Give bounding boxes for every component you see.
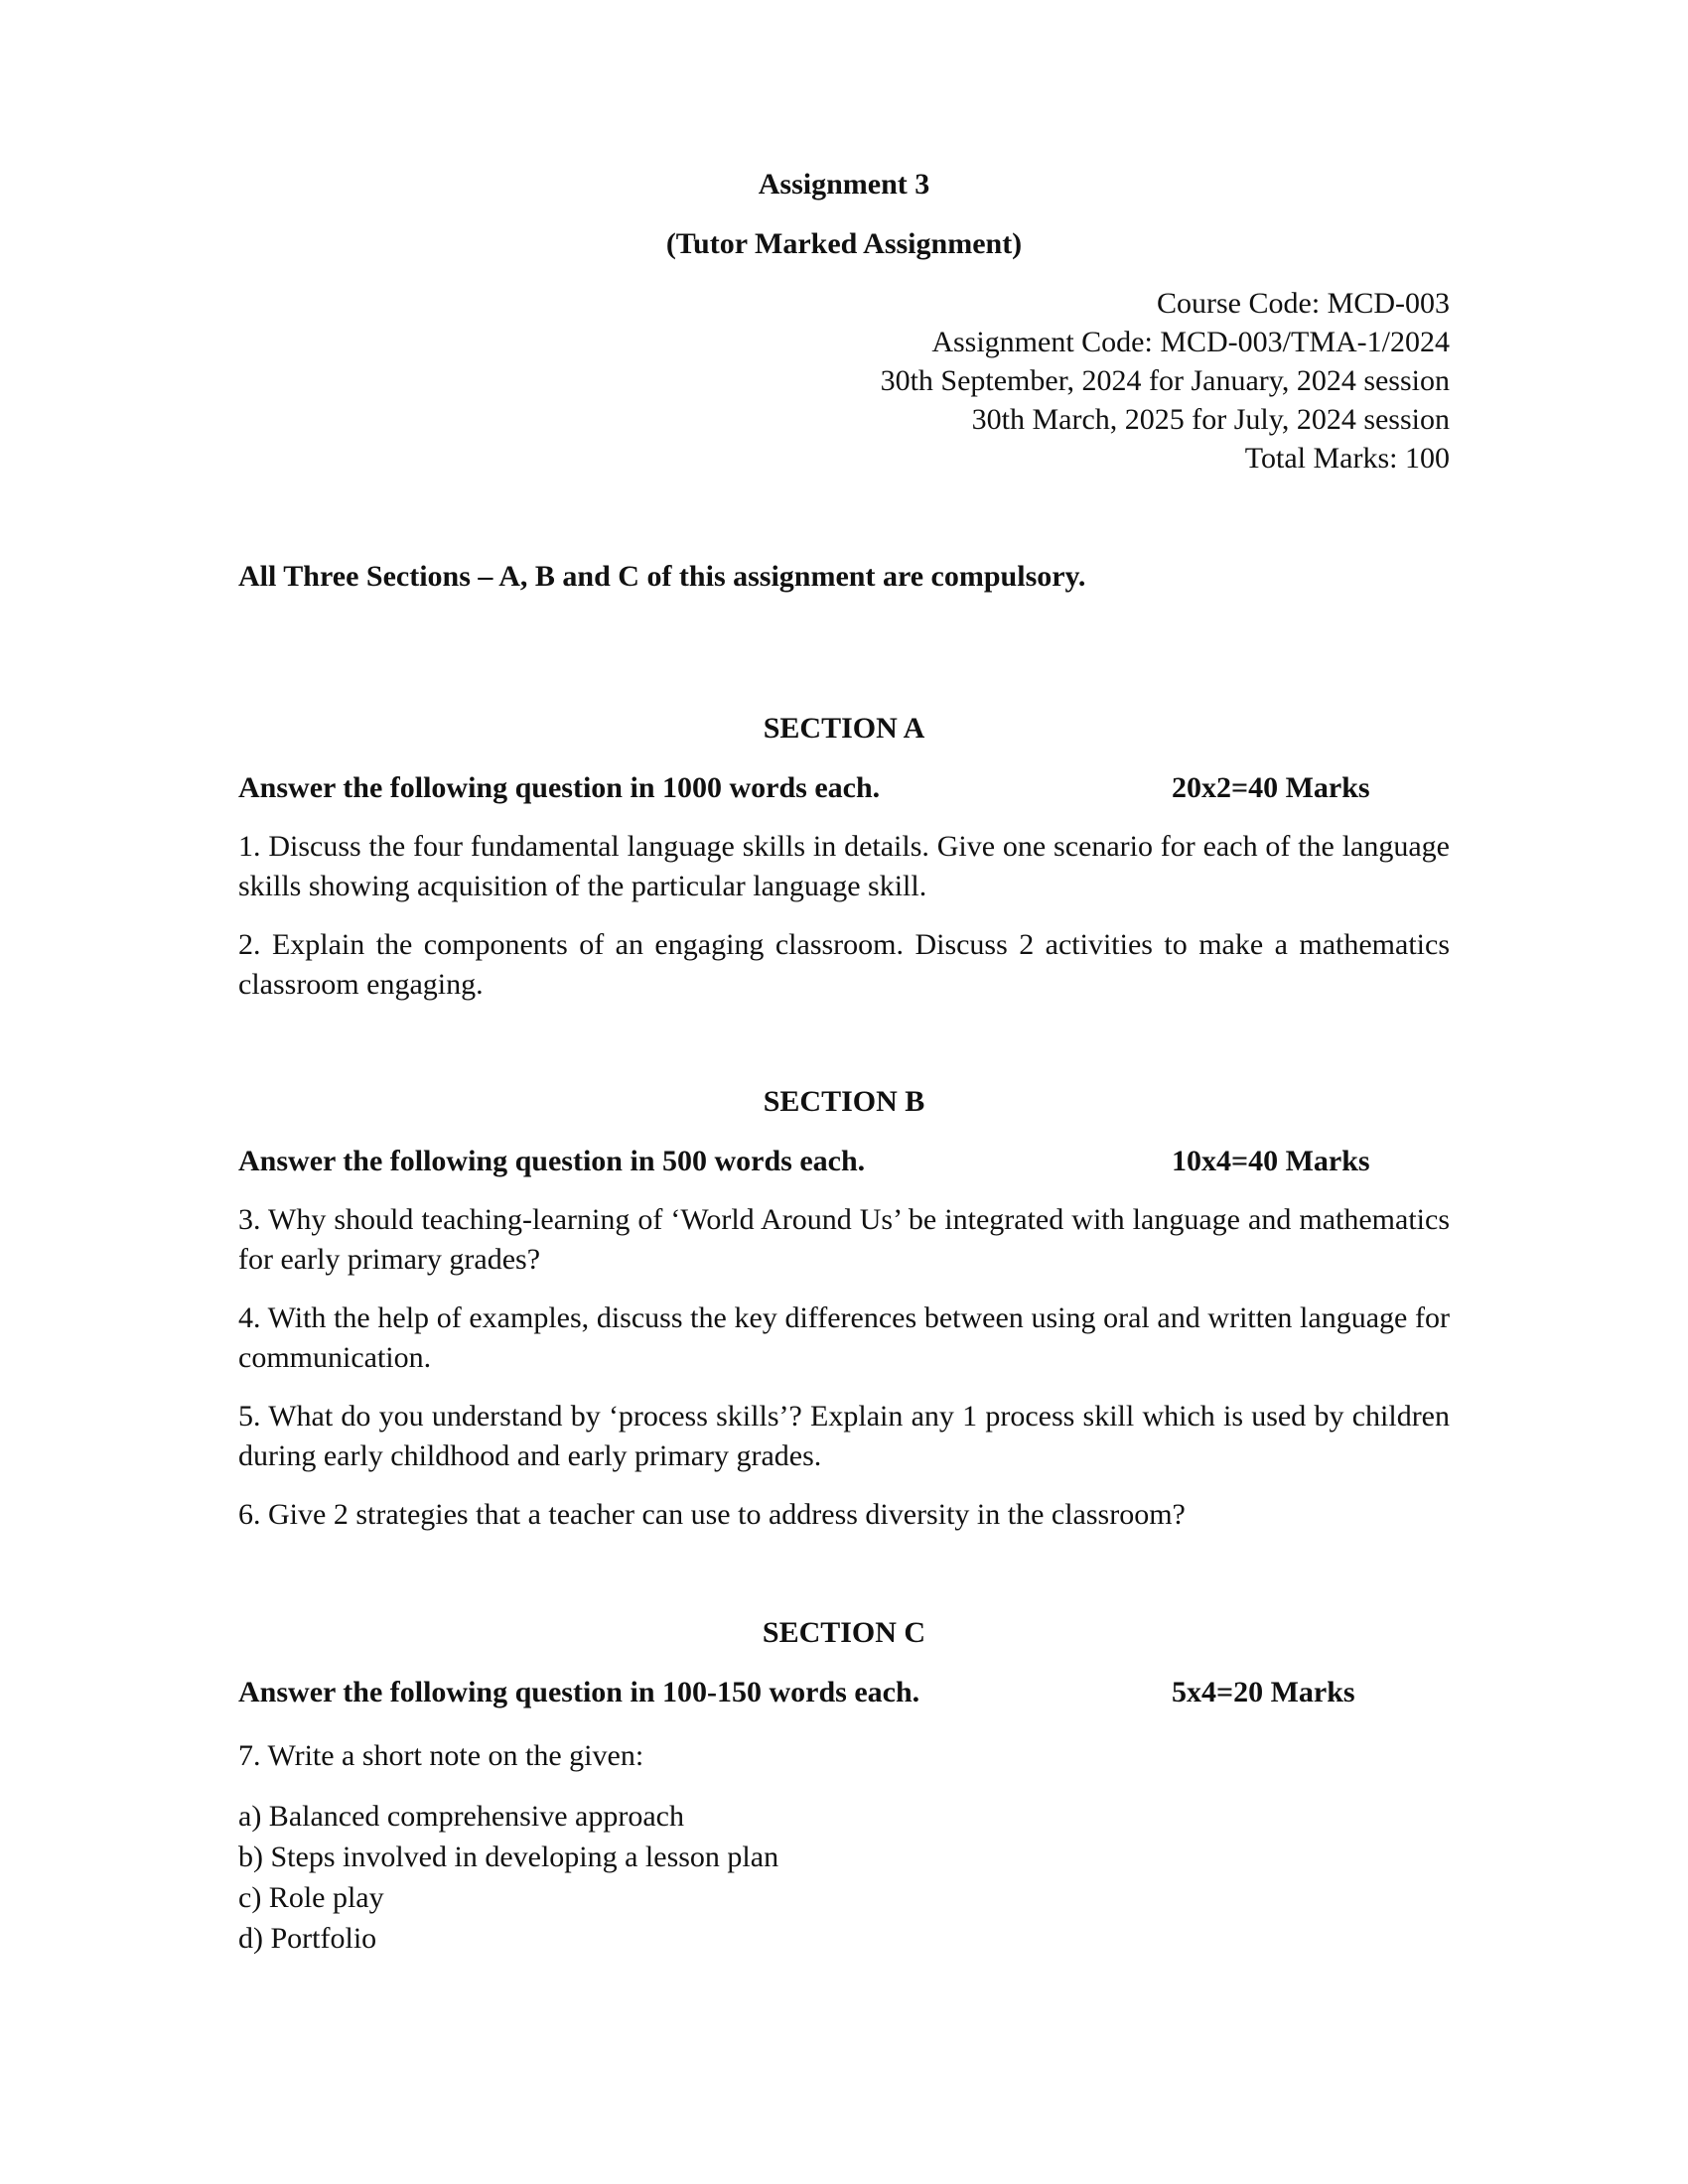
question-5: 5. What do you understand by ‘process skills’? Explain any 1 process skill which is used by children during early childhood and early primary grades. bbox=[238, 1400, 1450, 1472]
question-2: 2. Explain the components of an engaging classroom. Discuss 2 activities to make a mathematics classroom engaging. bbox=[238, 928, 1450, 1001]
section-c-marks: 5x4=20 Marks bbox=[1172, 1676, 1355, 1708]
deadline-july: 30th March, 2025 for July, 2024 session bbox=[971, 403, 1450, 436]
question-3: 3. Why should teaching-learning of ‘World Around Us’ be integrated with language and mathematics for early primary grades? bbox=[238, 1203, 1450, 1276]
section-a-instruction bbox=[238, 768, 1450, 808]
question-7-subitems bbox=[238, 1796, 778, 1959]
course-code: Course Code: MCD-003 bbox=[1157, 287, 1450, 320]
section-a-marks: 20x2=40 Marks bbox=[1172, 771, 1370, 804]
section-a-answer-text: Answer the following question in 1000 words each. bbox=[238, 771, 881, 804]
subitem-c: c) Role play bbox=[238, 1881, 384, 1914]
question-4: 4. With the help of examples, discuss the key differences between using oral and written language for communication. bbox=[238, 1301, 1450, 1374]
section-b-marks: 10x4=40 Marks bbox=[1172, 1145, 1370, 1177]
general-instruction: All Three Sections – A, B and C of this assignment are compulsory. bbox=[238, 560, 1086, 593]
subitem-b: b) Steps involved in developing a lesson plan bbox=[238, 1841, 779, 1873]
total-marks: Total Marks: 100 bbox=[1244, 442, 1450, 475]
question-6: 6. Give 2 strategies that a teacher can use to address diversity in the classroom? bbox=[238, 1498, 1186, 1531]
section-c-instruction bbox=[238, 1673, 1450, 1712]
subitem-a: a) Balanced comprehensive approach bbox=[238, 1800, 684, 1833]
section-b-heading: SECTION B bbox=[763, 1085, 925, 1118]
question-1: 1. Discuss the four fundamental language skills in details. Give one scenario for each of the language skills showing acquisition of the particular language skill. bbox=[238, 830, 1450, 902]
section-c-heading: SECTION C bbox=[762, 1616, 926, 1649]
section-b-instruction bbox=[238, 1142, 1450, 1181]
section-b-answer-text: Answer the following question in 500 words each. bbox=[238, 1145, 866, 1177]
assignment-code: Assignment Code: MCD-003/TMA-1/2024 bbox=[931, 326, 1450, 358]
assignment-subtitle: (Tutor Marked Assignment) bbox=[665, 227, 1023, 260]
assignment-meta bbox=[881, 284, 1450, 478]
subitem-d: d) Portfolio bbox=[238, 1922, 377, 1955]
question-7: 7. Write a short note on the given: bbox=[238, 1739, 644, 1772]
section-c-answer-text: Answer the following question in 100-150 words each. bbox=[238, 1676, 920, 1708]
deadline-january: 30th September, 2024 for January, 2024 session bbox=[880, 364, 1450, 397]
assignment-title: Assignment 3 bbox=[758, 168, 930, 201]
section-a-heading: SECTION A bbox=[763, 712, 925, 745]
